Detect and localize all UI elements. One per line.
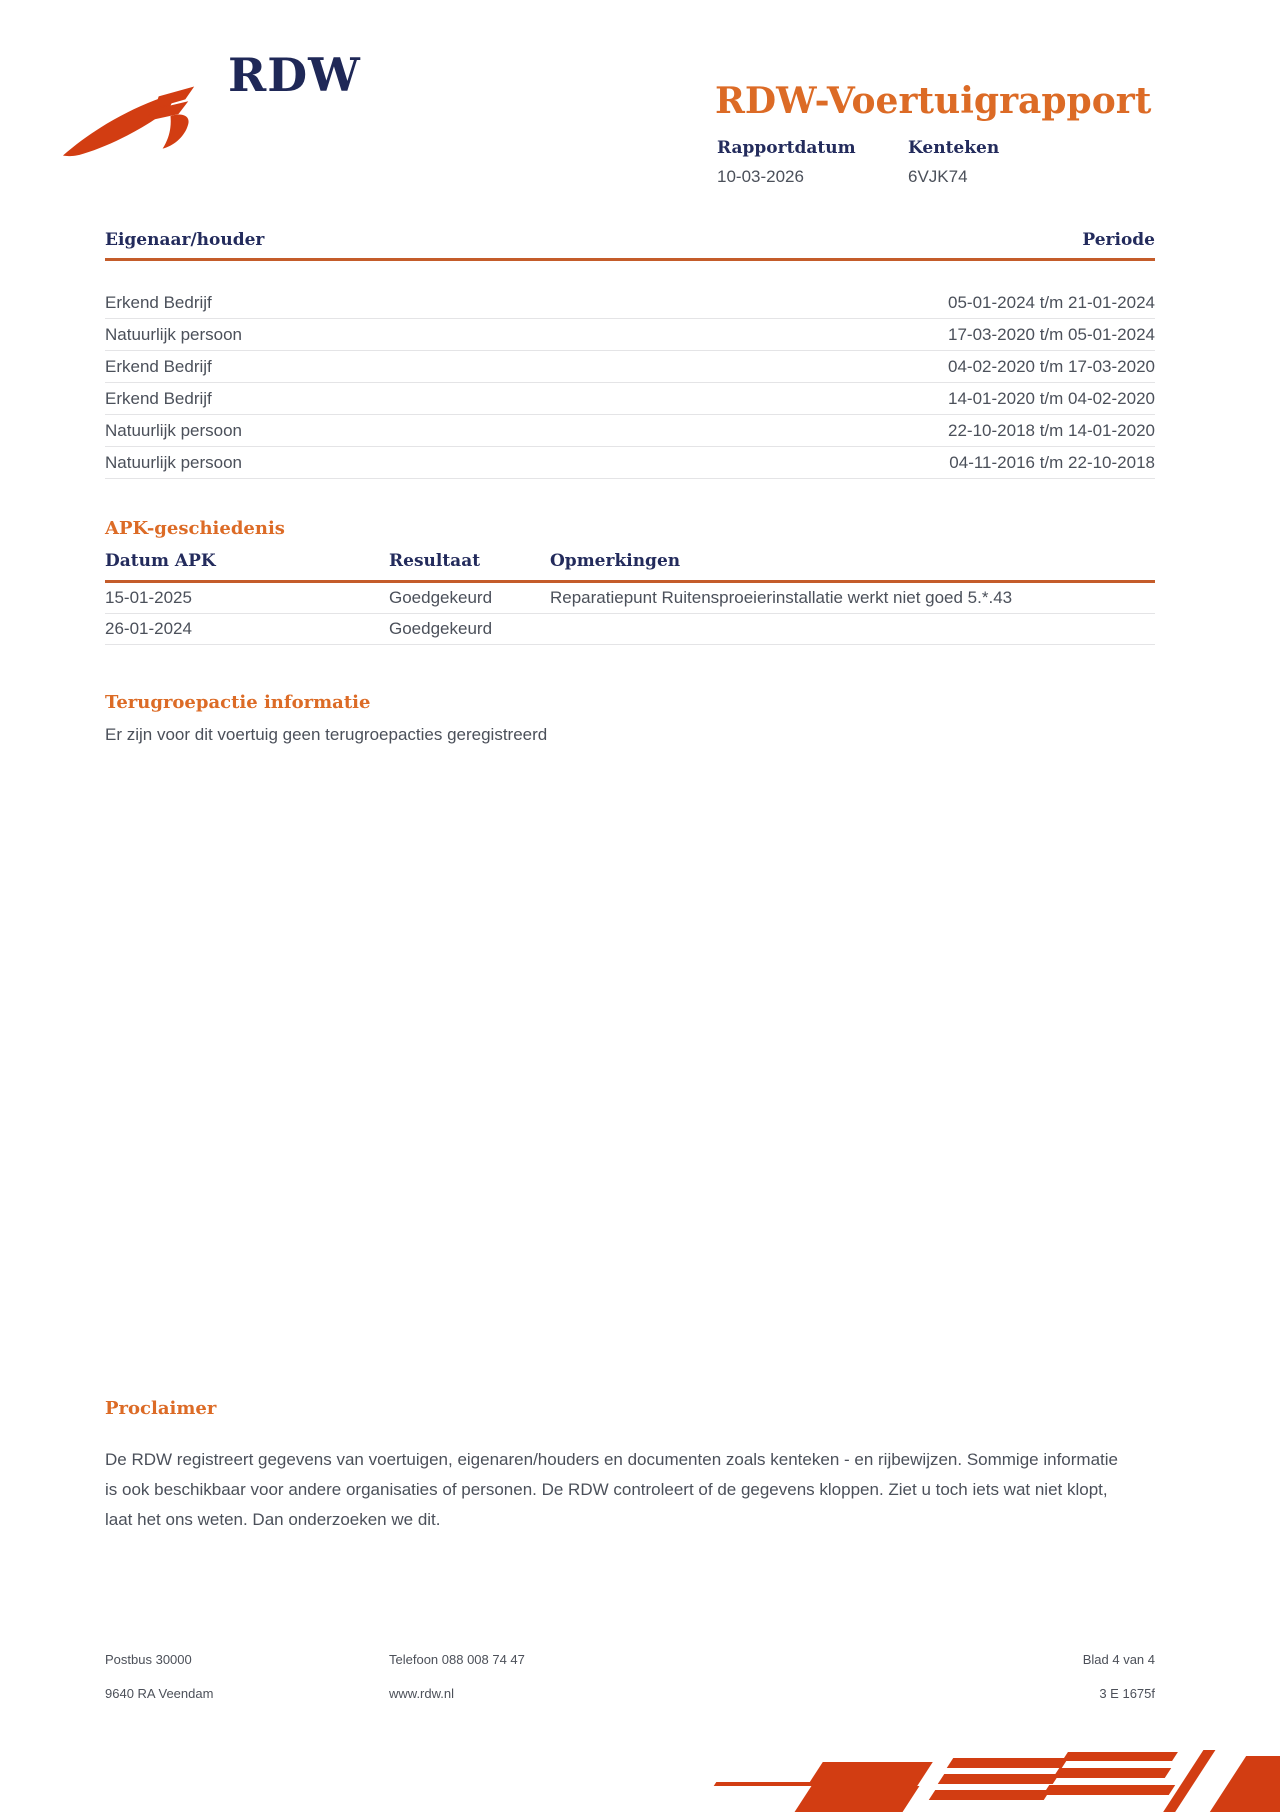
apk-history-section <box>105 518 1155 645</box>
owner-heading: Eigenaar/houder <box>105 230 265 250</box>
owner-period: 04-02-2020 t/m 17-03-2020 <box>948 356 1155 376</box>
footer-address-line1: Postbus 30000 <box>105 1652 192 1667</box>
footer-page-number: Blad 4 van 4 <box>1082 1652 1155 1667</box>
footer-form-code: 3 E 1675f <box>1099 1686 1155 1701</box>
owner-period: 05-01-2024 t/m 21-01-2024 <box>948 292 1155 312</box>
owner-period: 14-01-2020 t/m 04-02-2020 <box>948 388 1155 408</box>
rdw-logo-icon <box>60 84 208 162</box>
license-plate-value: 6VJK74 <box>908 167 968 186</box>
period-heading: Periode <box>1082 230 1155 250</box>
report-date-value: 10-03-2026 <box>717 167 804 186</box>
owner-name: Erkend Bedrijf <box>105 292 212 312</box>
stripe-shape <box>947 1758 1068 1768</box>
footer-website: www.rdw.nl <box>389 1686 455 1701</box>
page-footer <box>105 1652 1155 1720</box>
table-row <box>105 319 1155 351</box>
table-row <box>105 447 1155 479</box>
table-row <box>105 383 1155 415</box>
stripe-shape <box>1043 1785 1175 1795</box>
report-meta <box>717 138 1043 187</box>
footer-phone: Telefoon 088 008 74 47 <box>389 1652 525 1667</box>
recall-text: Er zijn voor dit voertuig geen terugroepacties geregistreerd <box>105 725 548 744</box>
recall-heading: Terugroepactie informatie <box>105 692 371 713</box>
owner-period: 04-11-2016 t/m 22-10-2018 <box>949 452 1155 472</box>
owner-name: Natuurlijk persoon <box>105 324 243 344</box>
table-row <box>105 287 1155 319</box>
report-date-label: Rapportdatum <box>717 138 856 158</box>
apk-table <box>105 583 1155 645</box>
apk-col-result: Resultaat <box>389 551 481 571</box>
table-row <box>105 614 1155 645</box>
apk-date: 15-01-2025 <box>105 588 192 607</box>
owner-period: 17-03-2020 t/m 05-01-2024 <box>948 324 1155 344</box>
apk-date: 26-01-2024 <box>105 619 192 638</box>
page-title: RDW-Voertuigrapport <box>715 80 1152 123</box>
proclaimer-heading: Proclaimer <box>105 1398 217 1419</box>
rdw-speed-stripes-icon <box>720 1748 1280 1812</box>
stripe-shape <box>1053 1768 1171 1778</box>
owner-name: Natuurlijk persoon <box>105 452 243 472</box>
footer-row-2 <box>105 1686 1155 1701</box>
owner-section <box>105 230 1155 479</box>
recall-section <box>105 692 1155 745</box>
apk-table-header <box>105 551 1155 583</box>
stripe-shape <box>938 1774 1059 1784</box>
brand-wordmark: RDW <box>228 48 361 102</box>
report-date-block <box>717 138 864 187</box>
apk-result: Goedgekeurd <box>389 588 493 607</box>
apk-remarks: Reparatiepunt Ruitensproeierinstallatie werkt niet goed 5.*.43 <box>550 588 1013 607</box>
license-plate-block <box>908 138 999 187</box>
stripe-shape <box>929 1790 1050 1800</box>
owner-name: Erkend Bedrijf <box>105 388 212 408</box>
table-row <box>105 351 1155 383</box>
apk-col-remarks: Opmerkingen <box>550 551 681 571</box>
stripe-shape <box>807 1762 933 1786</box>
license-plate-label: Kenteken <box>908 138 1000 158</box>
owner-name: Erkend Bedrijf <box>105 356 212 376</box>
footer-row-1 <box>105 1652 1155 1667</box>
owner-table <box>105 287 1155 479</box>
table-row <box>105 583 1155 614</box>
apk-col-date: Datum APK <box>105 551 216 571</box>
owner-name: Natuurlijk persoon <box>105 420 243 440</box>
owner-section-header <box>105 230 1155 261</box>
proclaimer-section <box>105 1398 1125 1535</box>
apk-result: Goedgekeurd <box>389 619 493 638</box>
proclaimer-text: De RDW registreert gegevens van voertuigen, eigenaren/houders en documenten zoals kenteken - en rijbewijzen. Sommige informatie is ook beschikbaar voor andere organisaties of personen. De RDW controleert of de gegevens kloppen. Ziet u toch iets wat niet klopt, laat het ons weten. Dan onderzoeken we dit. <box>105 1450 1118 1529</box>
stripe-shape <box>1062 1752 1178 1761</box>
footer-address-line2: 9640 RA Veendam <box>105 1686 214 1701</box>
table-row <box>105 415 1155 447</box>
stripe-shape <box>714 1782 822 1786</box>
stripe-shape <box>795 1786 920 1812</box>
apk-heading: APK-geschiedenis <box>105 518 285 539</box>
owner-period: 22-10-2018 t/m 14-01-2020 <box>948 420 1155 440</box>
